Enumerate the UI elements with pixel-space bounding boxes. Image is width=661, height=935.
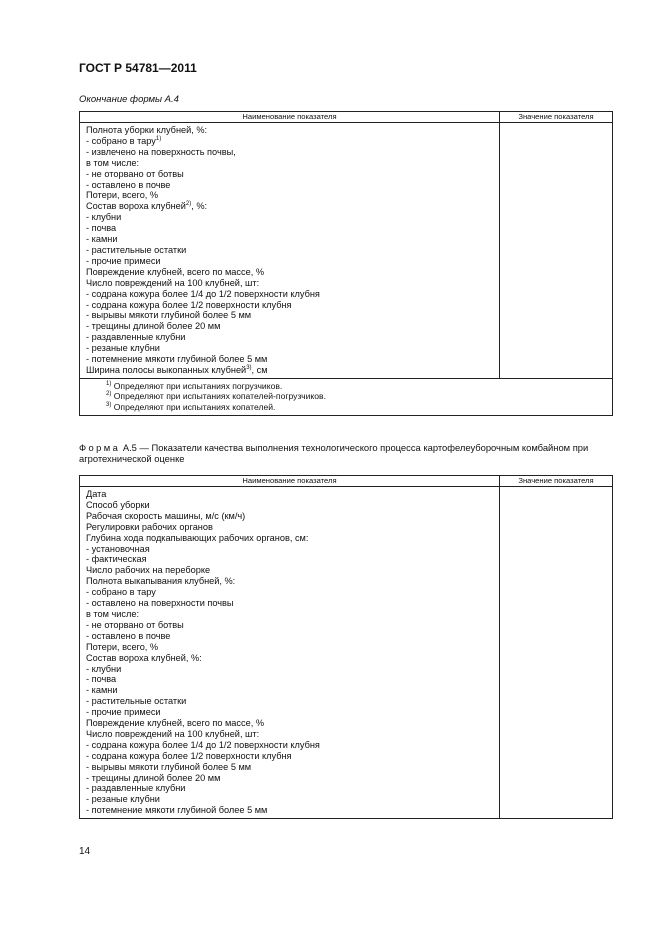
- table-row: - содрана кожура более 1/4 до 1/2 поверхности клубня: [86, 739, 320, 750]
- table-row: [86, 201, 493, 212]
- table-row: Глубина хода подкапывающих рабочих органов, см:: [86, 532, 309, 543]
- indicator-label: - прочие примеси: [86, 255, 161, 266]
- table-row: [86, 223, 493, 234]
- table-row: Рабочая скорость машины, м/с (км/ч): [86, 510, 246, 521]
- footnotes-cell: [80, 378, 613, 416]
- table-row: [86, 332, 493, 343]
- table-row: [86, 310, 493, 321]
- form-a5-title: [79, 442, 612, 464]
- table-row: Повреждение клубней, всего по массе, %: [86, 718, 264, 729]
- table-row: - трещины длиной более 20 мм: [86, 772, 221, 783]
- column-header-value: Значение показателя: [500, 476, 613, 487]
- indicator-label: Полнота уборки клубней, %:: [86, 125, 208, 135]
- table-row: [86, 267, 493, 278]
- table-row: - клубни: [86, 663, 122, 674]
- column-header-name: Наименование показателя: [80, 476, 500, 487]
- footnote-text: Определяют при испытаниях копателей.: [113, 401, 276, 412]
- form-a5-table: [79, 475, 613, 819]
- indicator-label: - оставлено в почве: [86, 179, 171, 190]
- footnote-text: Определяют при испытаниях копателей-погрузчиков.: [113, 391, 326, 402]
- table-row: - фактическая: [86, 554, 147, 565]
- form-a4-table: [79, 111, 613, 416]
- table-row: [86, 158, 493, 169]
- form-a5-title-prefix: Форма: [79, 442, 121, 453]
- table-row: [86, 245, 493, 256]
- table-row: - установочная: [86, 543, 150, 554]
- table-row: Число рабочих на переборке: [86, 565, 211, 576]
- indicator-label: Потери, всего, %: [86, 190, 159, 201]
- table-row: - камни: [86, 685, 118, 696]
- indicator-label: - клубни: [86, 212, 122, 223]
- footnotes-row: [80, 378, 613, 416]
- table-row: [86, 212, 493, 223]
- table-row: [86, 289, 493, 300]
- indicator-label: - содрана кожура более 1/2 поверхности клубня: [86, 299, 292, 310]
- footnote-marker: 1): [155, 135, 162, 142]
- table-row: - почва: [86, 674, 117, 685]
- table-row: [86, 136, 493, 147]
- table-row: - оставлено на поверхности почвы: [86, 598, 234, 609]
- table-row: - содрана кожура более 1/2 поверхности клубня: [86, 750, 292, 761]
- form-a5-title-text: А.5 — Показатели качества выполнения технологического процесса картофелеуборочным комбайном при агротехнической оценке: [79, 442, 589, 464]
- table-row: - вырывы мякоти глубиной более 5 мм: [86, 761, 252, 772]
- indicator-label: Ширина полосы выкопанных клубней: [86, 364, 247, 375]
- indicator-label: - почва: [86, 223, 117, 234]
- table-row: Потери, всего, %: [86, 641, 159, 652]
- indicator-label: - камни: [86, 234, 118, 245]
- column-header-name: Наименование показателя: [80, 112, 500, 123]
- indicator-label-tail: , %:: [191, 201, 208, 212]
- table-row: - растительные остатки: [86, 696, 187, 707]
- footnote-marker: 2): [106, 391, 112, 398]
- table-row: [86, 169, 493, 180]
- footnote-marker: 1): [106, 380, 112, 387]
- indicator-names-cell: [80, 123, 500, 379]
- table-header-row: [80, 476, 613, 487]
- table-row: Состав вороха клубней, %:: [86, 652, 202, 663]
- table-row: [86, 321, 493, 332]
- table-row: - оставлено в почве: [86, 630, 171, 641]
- indicator-label: Состав вороха клубней: [86, 201, 186, 212]
- table-row: [86, 343, 493, 354]
- table-row: [86, 180, 493, 191]
- table-row: Способ уборки: [86, 499, 150, 510]
- table-row: [86, 234, 493, 245]
- footnote-marker: 2): [185, 201, 192, 208]
- document-header: ГОСТ Р 54781—2011: [79, 61, 197, 75]
- footnotes-list: [80, 379, 612, 416]
- indicator-label-tail: , см: [251, 364, 268, 375]
- column-header-value: Значение показателя: [500, 112, 613, 123]
- indicator-label: - содрана кожура более 1/4 до 1/2 поверхности клубня: [86, 288, 320, 299]
- indicator-label: - растительные остатки: [86, 244, 187, 255]
- table-row: - не оторвано от ботвы: [86, 619, 184, 630]
- footnote: [106, 381, 606, 392]
- form-a4-caption: Окончание формы А.4: [79, 94, 179, 105]
- indicator-values-cell: [500, 123, 613, 379]
- indicator-label: - резаные клубни: [86, 343, 160, 354]
- indicator-names-cell: [80, 487, 500, 819]
- table-row: [86, 278, 493, 289]
- indicator-label: Повреждение клубней, всего по массе, %: [86, 266, 264, 277]
- table-row: - потемнение мякоти глубиной более 5 мм: [86, 805, 268, 816]
- indicator-label: - трещины длиной более 20 мм: [86, 321, 221, 332]
- table-row: [86, 256, 493, 267]
- table-row: в том числе:: [86, 608, 140, 619]
- indicator-label: - извлечено на поверхность почвы,: [86, 146, 236, 157]
- footnote: [106, 402, 606, 413]
- table-row: [86, 300, 493, 311]
- table-body-row: [80, 123, 613, 379]
- indicator-label: Число повреждений на 100 клубней, шт:: [86, 277, 260, 288]
- table-row: [86, 354, 493, 365]
- table-row: - резаные клубни: [86, 794, 160, 805]
- table-header-row: [80, 112, 613, 123]
- indicator-label: - не оторвано от ботвы: [86, 168, 184, 179]
- indicator-label: - вырывы мякоти глубиной более 5 мм: [86, 310, 252, 321]
- indicator-label: - раздавленные клубни: [86, 332, 186, 343]
- indicator-label: - потемнение мякоти глубиной более 5 мм: [86, 354, 268, 365]
- indicator-values-cell: [500, 487, 613, 819]
- indicator-label: - собрано в тару: [86, 135, 156, 146]
- table-row: [86, 190, 493, 201]
- indicator-label: в том числе:: [86, 157, 140, 168]
- footnote-text: Определяют при испытаниях погрузчиков.: [113, 380, 283, 391]
- footnote-marker: 3): [106, 401, 112, 408]
- table-body-row: [80, 487, 613, 819]
- page-number: 14: [79, 846, 91, 857]
- footnote-marker: 3): [246, 364, 252, 371]
- indicator-list: [80, 487, 499, 818]
- indicator-list: [80, 123, 499, 378]
- table-row: Регулировки рабочих органов: [86, 521, 213, 532]
- footnote: [106, 391, 606, 402]
- table-row: - прочие примеси: [86, 707, 161, 718]
- table-row: [86, 125, 493, 136]
- table-row: Полнота выкапывания клубней, %:: [86, 576, 236, 587]
- table-row: [86, 365, 493, 376]
- table-row: Число повреждений на 100 клубней, шт:: [86, 728, 260, 739]
- table-row: Дата: [86, 489, 107, 499]
- table-row: [86, 147, 493, 158]
- table-row: - раздавленные клубни: [86, 783, 186, 794]
- table-row: - собрано в тару: [86, 587, 156, 598]
